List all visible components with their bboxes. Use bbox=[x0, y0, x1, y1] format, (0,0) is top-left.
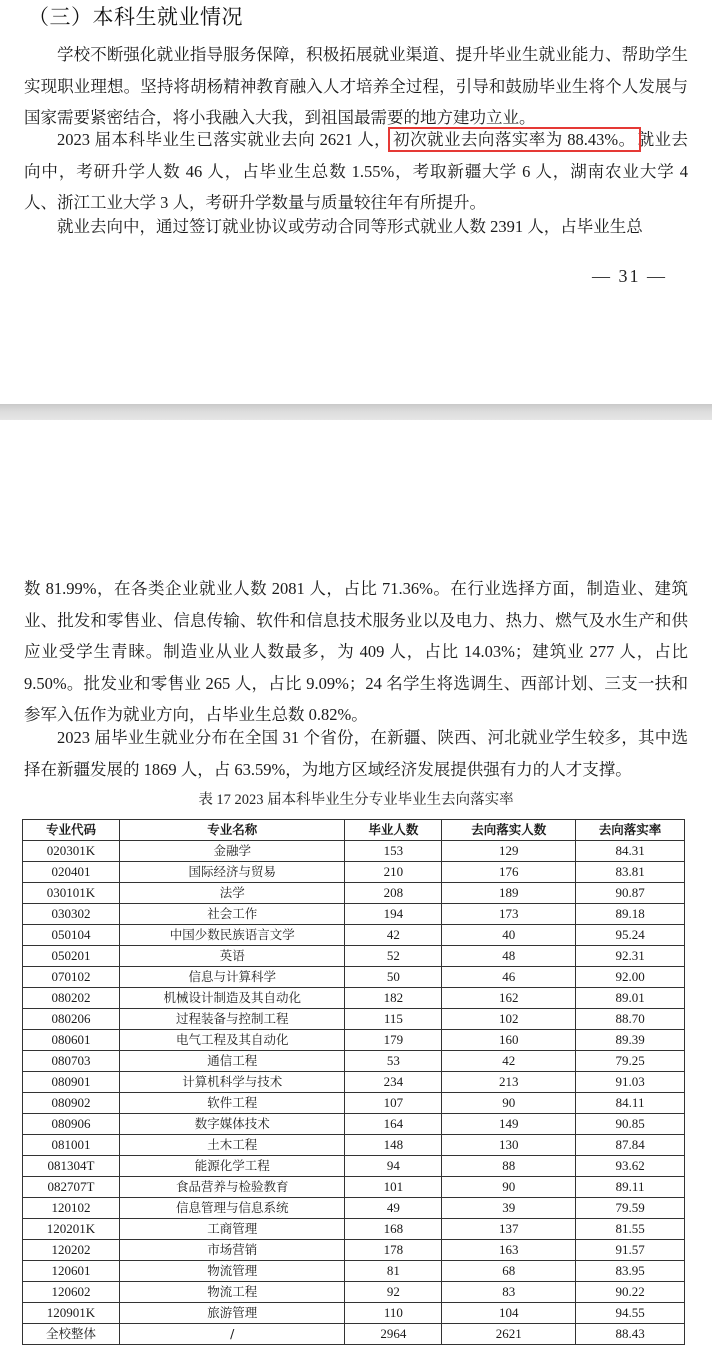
employment-rate-details: 就业去向中，考研升学人数 46 人，占毕业生总数 1.55%，考取新疆大学 6 人，湖南农业大学 4 人、浙江工业大学 3 人，考研升学数量与质量较往年有所提升。 bbox=[24, 130, 688, 212]
table-row bbox=[23, 946, 685, 967]
cell-graduates: 94 bbox=[345, 1156, 442, 1177]
table-row bbox=[23, 1240, 685, 1261]
cell-graduates: 208 bbox=[345, 883, 442, 904]
cell-placed: 189 bbox=[442, 883, 576, 904]
cell-placed: 104 bbox=[442, 1303, 576, 1324]
cell-major-code: 050201 bbox=[23, 946, 120, 967]
cell-placement-rate: 91.03 bbox=[576, 1072, 685, 1093]
cell-placement-rate: 89.11 bbox=[576, 1177, 685, 1198]
cell-graduates: 107 bbox=[345, 1093, 442, 1114]
cell-major-name: 信息与计算科学 bbox=[119, 967, 345, 988]
total-cell-major-code: 全校整体 bbox=[23, 1324, 120, 1345]
cell-graduates: 101 bbox=[345, 1177, 442, 1198]
paragraph-industry-distribution: 数 81.99%，在各类企业就业人数 2081 人，占比 71.36%。在行业选择方面，制造业、建筑业、批发和零售业、信息传输、软件和信息技术服务业以及电力、热力、燃气及水生产和供应业受学生青睐。制造业从业人数最多，为 409 人，占比 14.03%；建筑业 277 人，占比 9.50%。批发业和零售业 265 人，占比 9.09%；24 名学生将选调生、西部计划、三支一扶和参军入伍作为就业方向，占毕业生总数 0.82%。 bbox=[24, 579, 688, 724]
cell-placement-rate: 84.11 bbox=[576, 1093, 685, 1114]
cell-placement-rate: 90.85 bbox=[576, 1114, 685, 1135]
cell-major-code: 070102 bbox=[23, 967, 120, 988]
cell-major-name: 国际经济与贸易 bbox=[119, 862, 345, 883]
cell-graduates: 153 bbox=[345, 841, 442, 862]
header-graduates: 毕业人数 bbox=[345, 820, 442, 841]
cell-placed: 102 bbox=[442, 1009, 576, 1030]
cell-placed: 90 bbox=[442, 1177, 576, 1198]
cell-placement-rate: 92.31 bbox=[576, 946, 685, 967]
total-cell-major-name: / bbox=[119, 1324, 345, 1345]
table-header-row bbox=[23, 820, 685, 841]
total-cell-graduates: 2964 bbox=[345, 1324, 442, 1345]
cell-graduates: 148 bbox=[345, 1135, 442, 1156]
table-row bbox=[23, 1282, 685, 1303]
cell-graduates: 164 bbox=[345, 1114, 442, 1135]
total-cell-placement-rate: 88.43 bbox=[576, 1324, 685, 1345]
table-row bbox=[23, 862, 685, 883]
cell-major-name: 物流工程 bbox=[119, 1282, 345, 1303]
table-row bbox=[23, 1093, 685, 1114]
cell-major-name: 土木工程 bbox=[119, 1135, 345, 1156]
cell-graduates: 50 bbox=[345, 967, 442, 988]
cell-major-code: 120102 bbox=[23, 1198, 120, 1219]
cell-placement-rate: 79.25 bbox=[576, 1051, 685, 1072]
major-placement-table bbox=[22, 819, 685, 1345]
cell-major-code: 020401 bbox=[23, 862, 120, 883]
cell-major-name: 电气工程及其自动化 bbox=[119, 1030, 345, 1051]
table-row bbox=[23, 925, 685, 946]
cell-placement-rate: 94.55 bbox=[576, 1303, 685, 1324]
paragraph-regional-distribution: 2023 届毕业生就业分布在全国 31 个省份，在新疆、陕西、河北就业学生较多，其中选择在新疆发展的 1869 人，占 63.59%，为地方区域经济发展提供强有力的人才支撑。 bbox=[24, 728, 688, 779]
cell-placed: 160 bbox=[442, 1030, 576, 1051]
cell-major-name: 能源化学工程 bbox=[119, 1156, 345, 1177]
cell-placement-rate: 79.59 bbox=[576, 1198, 685, 1219]
table-row bbox=[23, 1156, 685, 1177]
header-major-name: 专业名称 bbox=[119, 820, 345, 841]
cell-placed: 129 bbox=[442, 841, 576, 862]
cell-graduates: 115 bbox=[345, 1009, 442, 1030]
cell-placed: 40 bbox=[442, 925, 576, 946]
cell-major-code: 120901K bbox=[23, 1303, 120, 1324]
table-row bbox=[23, 841, 685, 862]
cell-major-code: 082707T bbox=[23, 1177, 120, 1198]
total-cell-placed: 2621 bbox=[442, 1324, 576, 1345]
cell-graduates: 110 bbox=[345, 1303, 442, 1324]
cell-major-name: 食品营养与检验教育 bbox=[119, 1177, 345, 1198]
cell-graduates: 182 bbox=[345, 988, 442, 1009]
table-row bbox=[23, 1009, 685, 1030]
cell-graduates: 81 bbox=[345, 1261, 442, 1282]
cell-placement-rate: 89.01 bbox=[576, 988, 685, 1009]
cell-placed: 149 bbox=[442, 1114, 576, 1135]
cell-graduates: 234 bbox=[345, 1072, 442, 1093]
cell-major-name: 英语 bbox=[119, 946, 345, 967]
table-row bbox=[23, 1114, 685, 1135]
table-row bbox=[23, 1051, 685, 1072]
cell-placed: 88 bbox=[442, 1156, 576, 1177]
cell-placed: 176 bbox=[442, 862, 576, 883]
document-page-32 bbox=[0, 420, 712, 1368]
cell-placed: 90 bbox=[442, 1093, 576, 1114]
cell-major-name: 数字媒体技术 bbox=[119, 1114, 345, 1135]
cell-major-code: 120202 bbox=[23, 1240, 120, 1261]
table-total-row bbox=[23, 1324, 685, 1345]
cell-graduates: 178 bbox=[345, 1240, 442, 1261]
table-row bbox=[23, 1135, 685, 1156]
cell-major-code: 081001 bbox=[23, 1135, 120, 1156]
cell-major-code: 120601 bbox=[23, 1261, 120, 1282]
cell-major-name: 法学 bbox=[119, 883, 345, 904]
cell-major-code: 120201K bbox=[23, 1219, 120, 1240]
cell-major-name: 社会工作 bbox=[119, 904, 345, 925]
cell-major-name: 市场营销 bbox=[119, 1240, 345, 1261]
cell-placement-rate: 88.70 bbox=[576, 1009, 685, 1030]
cell-placement-rate: 93.62 bbox=[576, 1156, 685, 1177]
cell-major-name: 中国少数民族语言文学 bbox=[119, 925, 345, 946]
cell-placed: 173 bbox=[442, 904, 576, 925]
table-row bbox=[23, 883, 685, 904]
table-row bbox=[23, 1030, 685, 1051]
cell-placement-rate: 89.39 bbox=[576, 1030, 685, 1051]
table-row bbox=[23, 1303, 685, 1324]
cell-major-code: 030302 bbox=[23, 904, 120, 925]
cell-placed: 42 bbox=[442, 1051, 576, 1072]
cell-major-name: 物流管理 bbox=[119, 1261, 345, 1282]
table-row bbox=[23, 1177, 685, 1198]
cell-major-name: 机械设计制造及其自动化 bbox=[119, 988, 345, 1009]
cell-major-name: 软件工程 bbox=[119, 1093, 345, 1114]
cell-major-name: 金融学 bbox=[119, 841, 345, 862]
header-major-code: 专业代码 bbox=[23, 820, 120, 841]
cell-major-code: 080906 bbox=[23, 1114, 120, 1135]
cell-placement-rate: 90.22 bbox=[576, 1282, 685, 1303]
table-row bbox=[23, 1219, 685, 1240]
cell-placement-rate: 83.95 bbox=[576, 1261, 685, 1282]
document-page-31 bbox=[0, 0, 712, 404]
cell-graduates: 210 bbox=[345, 862, 442, 883]
table-body bbox=[23, 841, 685, 1345]
cell-graduates: 194 bbox=[345, 904, 442, 925]
cell-graduates: 52 bbox=[345, 946, 442, 967]
cell-graduates: 49 bbox=[345, 1198, 442, 1219]
cell-placement-rate: 83.81 bbox=[576, 862, 685, 883]
cell-major-code: 050104 bbox=[23, 925, 120, 946]
header-placed: 去向落实人数 bbox=[442, 820, 576, 841]
cell-major-code: 080902 bbox=[23, 1093, 120, 1114]
cell-placed: 46 bbox=[442, 967, 576, 988]
cell-graduates: 42 bbox=[345, 925, 442, 946]
table-row bbox=[23, 988, 685, 1009]
cell-placed: 83 bbox=[442, 1282, 576, 1303]
table-caption: 表 17 2023 届本科毕业生分专业毕业生去向落实率 bbox=[198, 792, 514, 808]
cell-major-name: 工商管理 bbox=[119, 1219, 345, 1240]
cell-major-code: 080601 bbox=[23, 1030, 120, 1051]
cell-placement-rate: 87.84 bbox=[576, 1135, 685, 1156]
header-placement-rate: 去向落实率 bbox=[576, 820, 685, 841]
cell-placement-rate: 90.87 bbox=[576, 883, 685, 904]
cell-major-code: 081304T bbox=[23, 1156, 120, 1177]
cell-placement-rate: 91.57 bbox=[576, 1240, 685, 1261]
table-row bbox=[23, 1261, 685, 1282]
cell-major-code: 120602 bbox=[23, 1282, 120, 1303]
table-row bbox=[23, 967, 685, 988]
section-title: （三）本科生就业情况 bbox=[28, 5, 243, 29]
cell-placed: 39 bbox=[442, 1198, 576, 1219]
cell-placement-rate: 84.31 bbox=[576, 841, 685, 862]
cell-placement-rate: 92.00 bbox=[576, 967, 685, 988]
cell-major-code: 080703 bbox=[23, 1051, 120, 1072]
table-row bbox=[23, 1072, 685, 1093]
page-separator bbox=[0, 404, 712, 420]
cell-major-code: 080202 bbox=[23, 988, 120, 1009]
cell-graduates: 168 bbox=[345, 1219, 442, 1240]
cell-placed: 130 bbox=[442, 1135, 576, 1156]
employment-rate-intro: 2023 届本科毕业生已落实就业去向 2621 人， bbox=[57, 130, 392, 149]
cell-placement-rate: 89.18 bbox=[576, 904, 685, 925]
page-number: — 31 — bbox=[592, 266, 667, 286]
cell-major-code: 030101K bbox=[23, 883, 120, 904]
cell-major-name: 旅游管理 bbox=[119, 1303, 345, 1324]
cell-placed: 213 bbox=[442, 1072, 576, 1093]
cell-placed: 48 bbox=[442, 946, 576, 967]
paragraph-employment-rate bbox=[24, 124, 688, 219]
table-row bbox=[23, 904, 685, 925]
paragraph-employment-guidance: 学校不断强化就业指导服务保障，积极拓展就业渠道、提升毕业生就业能力、帮助学生实现职业理想。坚持将胡杨精神教育融入人才培养全过程，引导和鼓励毕业生将个人发展与国家需要紧密结合，将小我融入大我，到祖国最需要的地方建功立业。 bbox=[24, 45, 688, 127]
cell-major-name: 过程装备与控制工程 bbox=[119, 1009, 345, 1030]
cell-placed: 162 bbox=[442, 988, 576, 1009]
cell-placed: 137 bbox=[442, 1219, 576, 1240]
paragraph-contract-employment: 就业去向中，通过签订就业协议或劳动合同等形式就业人数 2391 人，占毕业生总 bbox=[57, 217, 643, 236]
cell-placed: 163 bbox=[442, 1240, 576, 1261]
highlighted-employment-rate: 初次就业去向落实率为 88.43%。 bbox=[393, 130, 636, 149]
cell-graduates: 179 bbox=[345, 1030, 442, 1051]
cell-placement-rate: 81.55 bbox=[576, 1219, 685, 1240]
cell-major-name: 计算机科学与技术 bbox=[119, 1072, 345, 1093]
cell-major-code: 020301K bbox=[23, 841, 120, 862]
table-row bbox=[23, 1198, 685, 1219]
cell-major-code: 080901 bbox=[23, 1072, 120, 1093]
cell-major-code: 080206 bbox=[23, 1009, 120, 1030]
cell-major-name: 通信工程 bbox=[119, 1051, 345, 1072]
cell-major-name: 信息管理与信息系统 bbox=[119, 1198, 345, 1219]
cell-placement-rate: 95.24 bbox=[576, 925, 685, 946]
cell-graduates: 92 bbox=[345, 1282, 442, 1303]
cell-graduates: 53 bbox=[345, 1051, 442, 1072]
cell-placed: 68 bbox=[442, 1261, 576, 1282]
